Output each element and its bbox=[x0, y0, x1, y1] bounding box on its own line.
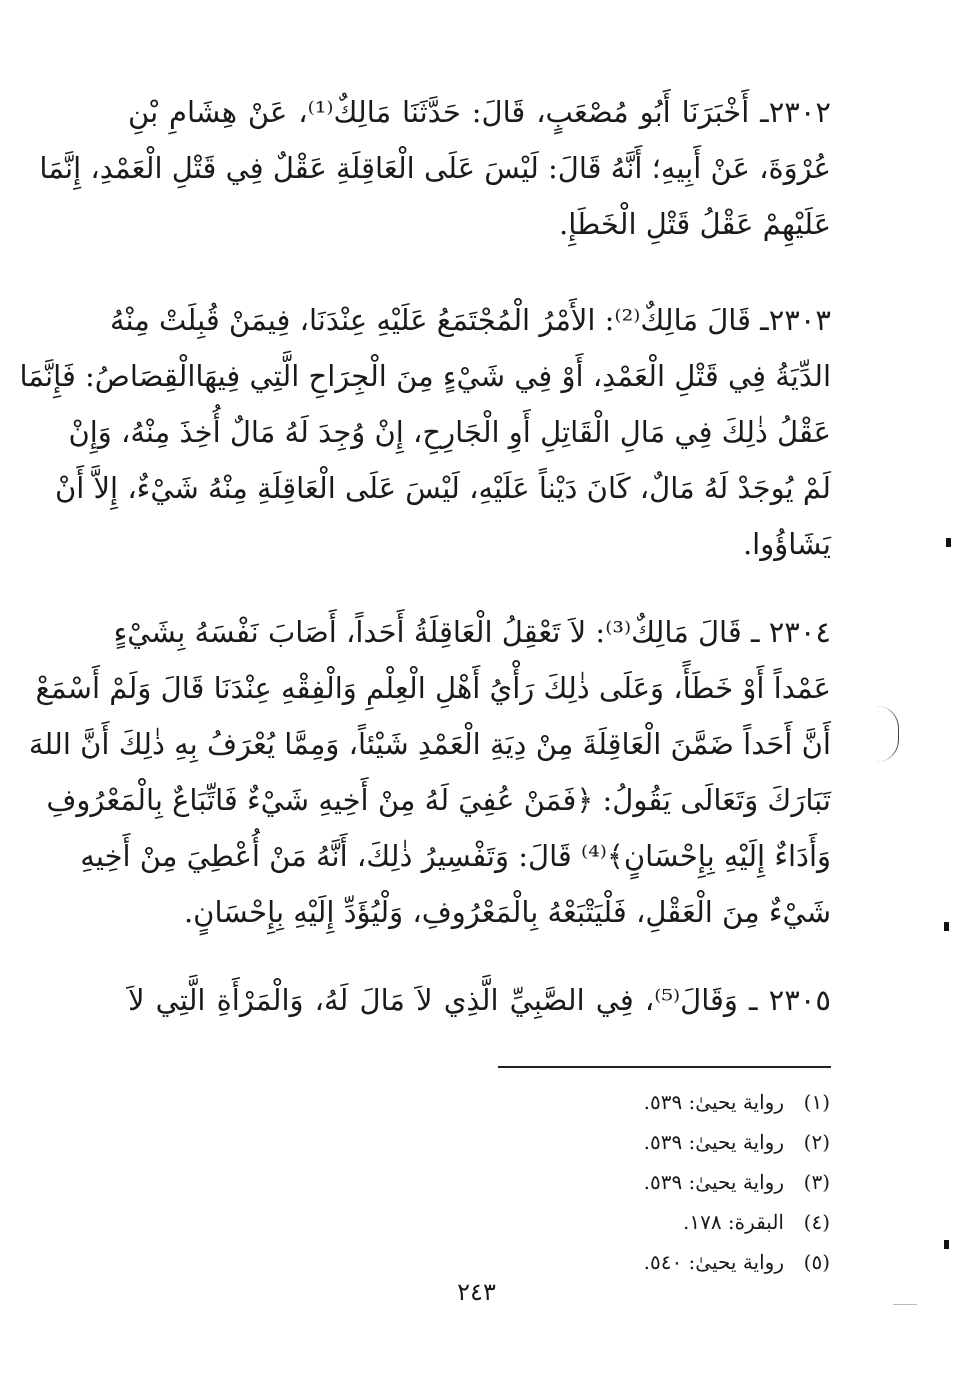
scan-rule bbox=[893, 1304, 917, 1305]
text-line: عُرْوَةَ، عَنْ أَبِيهِ؛ أَنَّهُ قَالَ: لَيْسَ عَلَى الْعَاقِلَةِ عَقْلٌ فِي قَتْلِ الْعَمْدِ، إِنَّمَا bbox=[39, 151, 831, 185]
footnote-text: رواية يحيىٰ: ٥٣٩. bbox=[643, 1130, 784, 1154]
paragraph-2304 bbox=[28, 604, 831, 940]
footnote-number: (٢) bbox=[803, 1130, 830, 1154]
text-line: عَمْداً أَوْ خَطَأً، وَعَلَى ذٰلِكَ رَأْيُ أَهْلِ الْعِلْمِ وَالْفِقْهِ عِنْدَنَا قَالَ وَلَمْ أَسْمَعْ bbox=[35, 671, 831, 705]
footnote-item bbox=[400, 1082, 830, 1122]
text-line: عَلَيْهِمْ عَقْلُ قَتْلِ الْخَطَإِ. bbox=[559, 207, 831, 241]
text-line: ٢٣٠٣ـ قَالَ مَالِكٌ⁽²⁾: الأَمْرُ الْمُجْتَمَعُ عَلَيْهِ عِنْدَنَا، فِيمَنْ قُبِلَتْ مِنْهُ bbox=[109, 303, 831, 337]
text-line: وَأَدَاءٌ إِلَيْهِ بِإِحْسَانٍ﴾⁽⁴⁾ قَالَ: وَتَفْسِيرُ ذٰلِكَ، أَنَّهُ مَنْ أُعْطِيَ مِنْ أَخِيهِ bbox=[80, 839, 831, 873]
text-line: يَشَاؤُوا. bbox=[742, 527, 831, 561]
footnote-number: (٣) bbox=[803, 1170, 830, 1194]
footnote-number: (٤) bbox=[803, 1210, 830, 1234]
scan-mark bbox=[944, 922, 949, 931]
text-line: تَبَارَكَ وَتَعَالَى يَقُولُ: ﴿فَمَنْ عُفِيَ لَهُ مِنْ أَخِيهِ شَيْءٌ فَاتِّبَاعٌ بِالْمَعْرُوفِ bbox=[46, 783, 831, 817]
paragraph-2305 bbox=[128, 972, 831, 1028]
paragraph-2302 bbox=[39, 84, 831, 252]
footnote-item bbox=[400, 1202, 830, 1242]
scan-mark bbox=[944, 1240, 949, 1249]
page-number: ٢٤٣ bbox=[457, 1278, 496, 1306]
paragraph-2303 bbox=[19, 292, 831, 572]
footnote-number: (١) bbox=[803, 1090, 830, 1114]
footnote-item bbox=[400, 1122, 830, 1162]
text-line: لَمْ يُوجَدْ لَهُ مَالٌ، كَانَ دَيْناً عَلَيْهِ، لَيْسَ عَلَى الْعَاقِلَةِ مِنْهُ شَيْءٌ، إِلاَّ أَنْ bbox=[54, 471, 831, 505]
footnotes bbox=[400, 1082, 830, 1282]
text-line: ٢٣٠٥ ـ وَقَالَ⁽⁵⁾، فِي الصَّبِيِّ الَّذِي لاَ مَالَ لَهُ، وَالْمَرْأَةِ الَّتِي لاَ bbox=[128, 983, 831, 1017]
footnote-text: رواية يحيىٰ: ٥٤٠. bbox=[643, 1250, 784, 1274]
text-line: عَقْلُ ذٰلِكَ فِي مَالِ الْقَاتِلِ أَوِ الْجَارِحِ، إِنْ وُجِدَ لَهُ مَالٌ أُخِذَ مِنْهُ، وَإِنْ bbox=[68, 415, 831, 449]
footnote-item bbox=[400, 1242, 830, 1282]
text-line: ٢٣٠٤ ـ قَالَ مَالِكٌ⁽³⁾: لاَ تَعْقِلُ الْعَاقِلَةُ أَحَداً، أَصَابَ نَفْسَهُ بِشَيْءٍ bbox=[113, 615, 831, 649]
footnote-text: رواية يحيىٰ: ٥٣٩. bbox=[643, 1170, 784, 1194]
scan-mark bbox=[946, 538, 951, 547]
footnote-item bbox=[400, 1162, 830, 1202]
text-line: الدِّيَةُ فِي قَتْلِ الْعَمْدِ، أَوْ فِي شَيْءٍ مِنَ الْجِرَاحِ الَّتِي فِيهَاالْقِصَاصُ: فَإِنَّمَا bbox=[19, 359, 831, 393]
footnote-text: البقرة: ١٧٨. bbox=[682, 1210, 784, 1234]
footnote-separator bbox=[498, 1066, 831, 1068]
text-line: ٢٣٠٢ـ أَخْبَرَنَا أَبُو مُصْعَبٍ، قَالَ: حَدَّثَنَا مَالِكٌ⁽¹⁾، عَنْ هِشَامِ بْنِ bbox=[128, 95, 831, 129]
binding-mark bbox=[876, 706, 899, 762]
text-line: شَيْءٌ مِنَ الْعَقْلِ، فَلْيَتْبَعْهُ بِالْمَعْرُوفِ، وَلْيُؤَدِّ إِلَيْهِ بِإِحْسَانٍ. bbox=[183, 895, 831, 929]
footnote-text: رواية يحيىٰ: ٥٣٩. bbox=[643, 1090, 784, 1114]
text-line: أَنَّ أَحَداً ضَمَّنَ الْعَاقِلَةَ مِنْ دِيَةِ الْعَمْدِ شَيْئاً، وَمِمَّا يُعْرَفُ بِهِ ذٰلِكَ أَنَّ اللهَ bbox=[28, 727, 831, 761]
footnote-number: (٥) bbox=[803, 1250, 830, 1274]
